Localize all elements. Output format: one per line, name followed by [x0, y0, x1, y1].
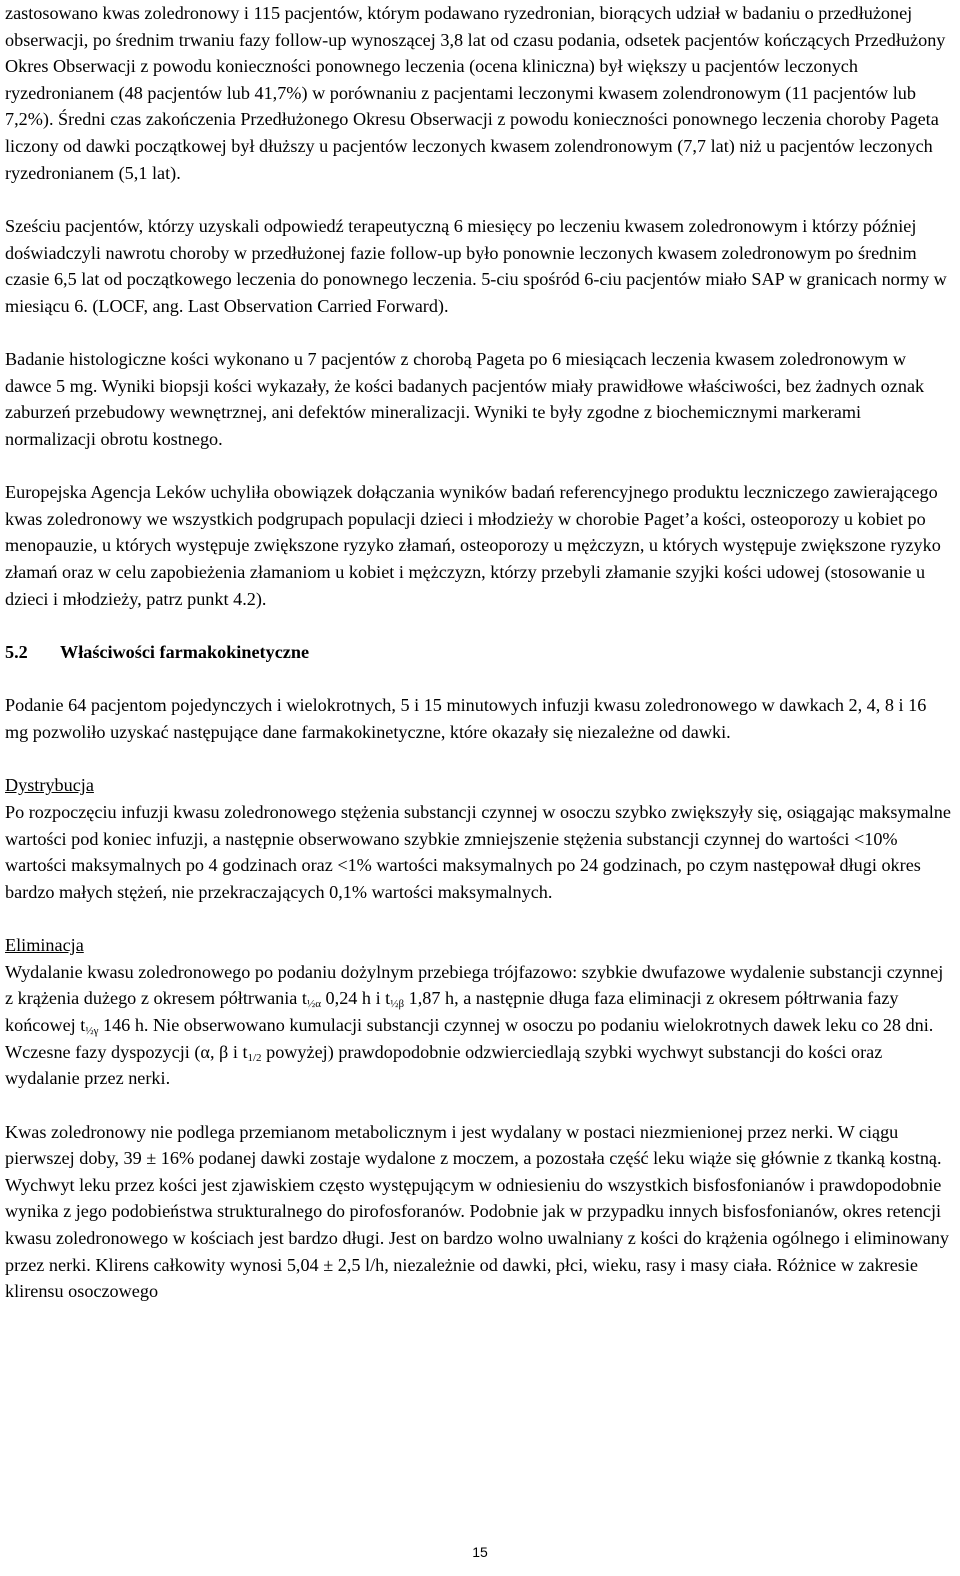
page-number: 15 [472, 1544, 488, 1560]
elimination-heading: Eliminacja [5, 935, 84, 956]
section-title: Właściwości farmakokinetyczne [60, 642, 310, 663]
distribution-heading: Dystrybucja [5, 775, 94, 796]
elimination-text-part: 0,24 h i t [321, 988, 391, 1009]
subscript-beta: ½β [390, 998, 405, 1011]
subscript-alpha: ½α [306, 998, 321, 1011]
distribution-block [5, 772, 953, 905]
elimination-text [5, 962, 943, 1088]
paragraph-extension-study: zastosowano kwas zoledronowy i 115 pacjentów, którym podawano ryzedronian, biorących udział w badaniu o przedłużonej obserwacji, po średnim trwaniu fazy follow-up wynoszącej 3,8 lat od czasu podania, odsetek pacjentów kończących Przedłużony Okres Obserwacji z powodu konieczności ponownego leczenia (ocena kliniczna) był większy u pacjentów leczonych ryzedronianem (48 pacjentów lub 41,7%) w porównaniu z pacjentami leczonymi kwasem zolendronowym (11 pacjentów lub 7,2%). Średni czas zakończenia Przedłużonego Okresu Obserwacji z powodu konieczności ponownego leczenia choroby Pageta liczony od dawki początkowej był dłuższy u pacjentów leczonych kwasem zolendronowym (7,7 lat) niż u pacjentów leczonych ryzedronianem (5,1 lat). [5, 3, 946, 183]
document-page [5, 0, 953, 1332]
section-number: 5.2 [5, 642, 28, 663]
paragraph-retreatment: Sześciu pacjentów, którzy uzyskali odpowiedź terapeutyczną 6 miesięcy po leczeniu kwasem zoledronowym i którzy później doświadczyli nawrotu choroby w przedłużonej fazie follow-up było ponownie leczonych kwasem zoledronowym po średnim czasie 6,5 lat od początkowego leczenia do ponownego leczenia. 5-ciu spośród 6-ciu pacjentów miało SAP w granicach normy w miesiącu 6. (LOCF, ang. Last Observation Carried Forward). [5, 215, 947, 316]
section-heading [5, 639, 953, 666]
subscript-half: 1/2 [247, 1051, 262, 1064]
elimination-text-part: 146 h. Nie obserwowano kumulacji substancji czynnej w osoczu po podaniu wielokrotnych dawek leku co 28 dni. Wczesne fazy dyspozycji (α, β i t [5, 1014, 934, 1062]
paragraph-pk-intro: Podanie 64 pacjentom pojedynczych i wielokrotnych, 5 i 15 minutowych infuzji kwasu zoledronowego w dawkach 2, 4, 8 i 16 mg pozwoliło uzyskać następujące dane farmakokinetyczne, które okazały się niezależne od dawki. [5, 695, 927, 743]
paragraph-ema-waiver: Europejska Agencja Leków uchyliła obowiązek dołączania wyników badań referencyjnego produktu leczniczego zawierającego kwas zoledronowy we wszystkich podgrupach populacji dzieci i młodzieży w chorobie Paget’a kości, osteoporozy u kobiet po menopauzie, u których występuje zwiększone ryzyko złamań, osteoporozy u mężczyzn, u których występuje zwiększone ryzyko złamań oraz w celu zapobieżenia złamaniom u kobiet i mężczyzn, którzy przebyli złamanie szyjki kości udowej (stosowanie u dzieci i młodzieży, patrz punkt 4.2). [5, 482, 941, 609]
elimination-text-part: powyżej) prawdopodobnie odzwierciedlają szybki wychwyt substancji do kości oraz wydalanie przez nerki. [5, 1041, 883, 1089]
elimination-block [5, 932, 953, 1092]
paragraph-histology: Badanie histologiczne kości wykonano u 7 pacjentów z chorobą Pageta po 6 miesiącach leczenia kwasem zoledronowym w dawce 5 mg. Wyniki biopsji kości wykazały, że kości badanych pacjentów miały prawidłowe właściwości, bez żadnych oznak zaburzeń przebudowy wewnętrznej, ani defektów mineralizacji. Wyniki te były zgodne z biochemicznymi markerami normalizacji obrotu kostnego. [5, 349, 925, 449]
elimination-text-part: 1,87 h, a następnie długa faza eliminacji z okresem półtrwania fazy końcowej t [5, 988, 899, 1035]
subscript-gamma: ½γ [85, 1024, 99, 1037]
elimination-text-part: Wydalanie kwasu zoledronowego po podaniu dożylnym przebiega trójfazowo: szybkie dwufazowe wydalenie substancji czynnej z krążenia dużego z okresem półtrwania t [5, 961, 944, 1009]
distribution-text: Po rozpoczęciu infuzji kwasu zoledronowego stężenia substancji czynnej w osoczu szybko zwiększyły się, osiągając maksymalne wartości pod koniec infuzji, a następnie obserwowano szybkie zmniejszenie stężenia substancji czynnej do wartości <10% wartości maksymalnych po 4 godzinach oraz <1% wartości maksymalnych po 24 godzinach, po czym następował długi okres bardzo małych stężeń, nie przekraczających 0,1% wartości maksymalnych. [5, 802, 951, 902]
paragraph-renal-excretion: Kwas zoledronowy nie podlega przemianom metabolicznym i jest wydalany w postaci niezmienionej przez nerki. W ciągu pierwszej doby, 39 ± 16% podanej dawki zostaje wydalone z moczem, a pozostała część leku wiąże się głównie z tkanką kostną. Wychwyt leku przez kości jest zjawiskiem często występującym w odniesieniu do wszystkich bisfosfonianów i prawdopodobnie wynika z jego podobieństwa strukturalnego do pirofosforanów. Podobnie jak w przypadku innych bisfosfonianów, okres retencji kwasu zoledronowego w kościach jest bardzo długi. Jest on bardzo wolno uwalniany z kości do krążenia ogólnego i eliminowany przez nerki. Klirens całkowity wynosi 5,04 ± 2,5 l/h, niezależnie od dawki, płci, wieku, rasy i masy ciała. Różnice w zakresie klirensu osoczowego [5, 1121, 949, 1302]
